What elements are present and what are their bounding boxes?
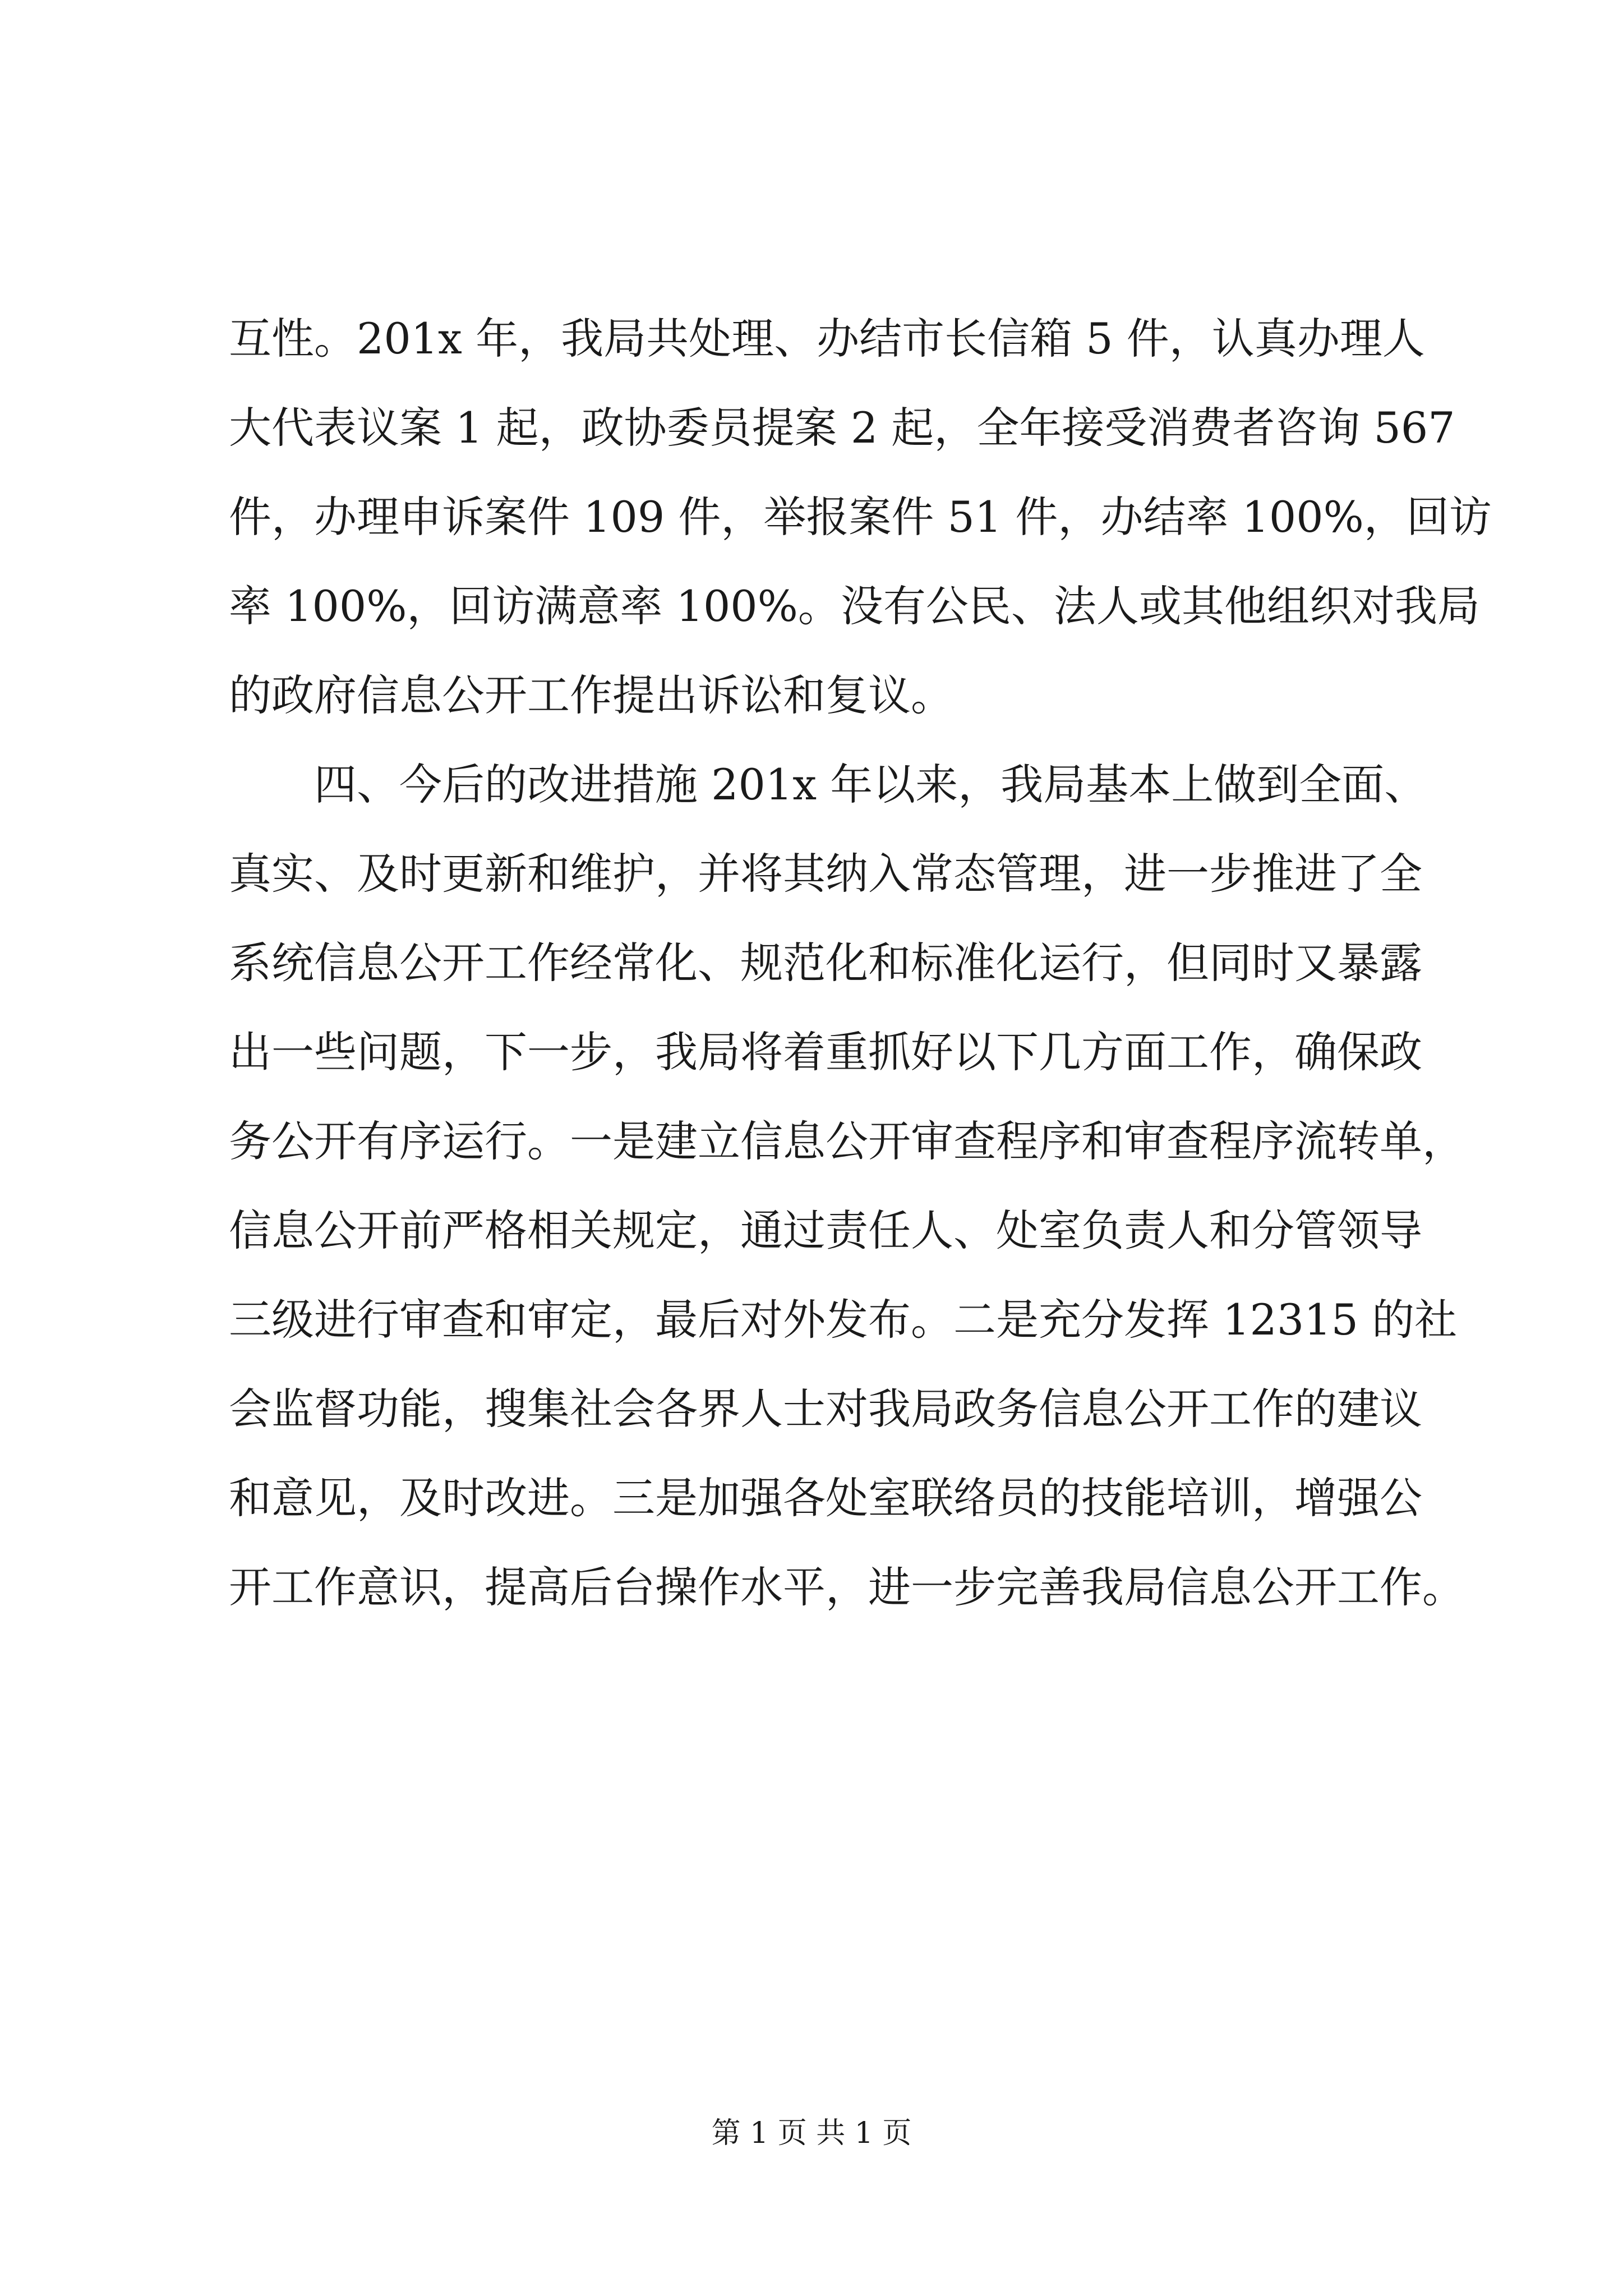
text-line: 开工作意识，提高后台操作水平，进一步完善我局信息公开工作。 [229, 1562, 1465, 1612]
text-line: 三级进行审查和审定，最后对外发布。二是充分发挥 12315 的社 [229, 1295, 1458, 1345]
text-line: 出一些问题，下一步，我局将着重抓好以下几方面工作，确保政 [229, 1027, 1422, 1077]
text-line: 务公开有序运行。一是建立信息公开审查程序和审查程序流转单， [229, 1116, 1465, 1166]
text-line: 和意见，及时改进。三是加强各处室联络员的技能培训，增强公 [229, 1473, 1422, 1523]
text-line: 的政府信息公开工作提出诉讼和复议。 [229, 670, 953, 720]
text-line: 率 100%，回访满意率 100%。没有公民、法人或其他组织对我局 [229, 581, 1480, 631]
text-line: 互性。201x 年，我局共处理、办结市长信箱 5 件，认真办理人 [229, 314, 1425, 364]
page-number: 第 1 页 共 1 页 [711, 2116, 912, 2150]
text-line: 真实、及时更新和维护，并将其纳入常态管理，进一步推进了全 [229, 849, 1422, 899]
text-line: 会监督功能，搜集社会各界人士对我局政务信息公开工作的建议 [229, 1384, 1422, 1434]
text-line: 系统信息公开工作经常化、规范化和标准化运行，但同时又暴露 [229, 938, 1422, 988]
page-footer [0, 2114, 1623, 2153]
text-line: 信息公开前严格相关规定，通过责任人、处室负责人和分管领导 [229, 1205, 1422, 1255]
text-line: 四、今后的改进措施 201x 年以来，我局基本上做到全面、 [229, 760, 1427, 809]
text-line: 大代表议案 1 起，政协委员提案 2 起，全年接受消费者咨询 567 [229, 403, 1455, 453]
document-body [229, 294, 1492, 1632]
text-line: 件，办理申诉案件 109 件，举报案件 51 件，办结率 100%，回访 [229, 492, 1492, 542]
